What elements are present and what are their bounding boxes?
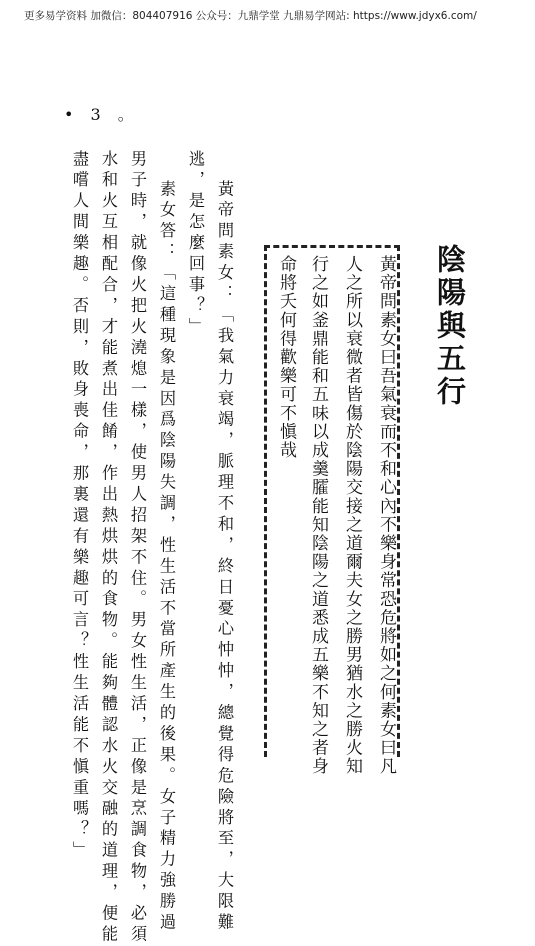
translation-line: 男子時，就像火把火澆熄一樣，使男人招架不住。男女性生活，正像是烹調食物，必須 xyxy=(128,150,147,946)
original-text-line: 人之所以衰微者皆傷於陰陽交接之道爾夫女之勝男猶水之勝火知 xyxy=(342,255,362,776)
original-text-line: 黃帝問素女曰吾氣衰而不和心內不樂身常恐危將如之何素女曰凡 xyxy=(376,255,396,776)
original-text-line: 命將夭何得歡樂可不愼哉 xyxy=(276,255,296,460)
page-header-note: 更多易学资料 加微信：804407916 公众号：九鼎学堂 九鼎易学网站: https://www.jdyx6.com/ xyxy=(24,10,477,22)
translation-line: 逃，是怎麼回事？」 xyxy=(186,150,205,339)
translation-line: 水和火互相配合，才能煮出佳餚，作出熱烘烘的食物。能夠體認水火交融的道理，便能 xyxy=(99,150,118,946)
section-title: 陰陽與五行 xyxy=(433,244,467,409)
page-number: • 3 。 xyxy=(64,105,140,124)
translation-line: 盡嚐人間樂趣。否則，敗身喪命，那裏還有樂趣可言？性生活能不愼重嗎？」 xyxy=(70,150,89,863)
translation-line: 黃帝問素女：「我氣力衰竭，脈理不和，終日憂心忡忡，總覺得危險將至，大限難 xyxy=(215,180,234,935)
translation-line: 素女答：「這種現象是因爲陰陽失調，性生活不當所產生的後果。女子精力強勝過 xyxy=(157,180,176,935)
original-text-line: 行之如釜鼎能和五味以成羹臛能知陰陽之道悉成五樂不知之者身 xyxy=(308,255,328,776)
